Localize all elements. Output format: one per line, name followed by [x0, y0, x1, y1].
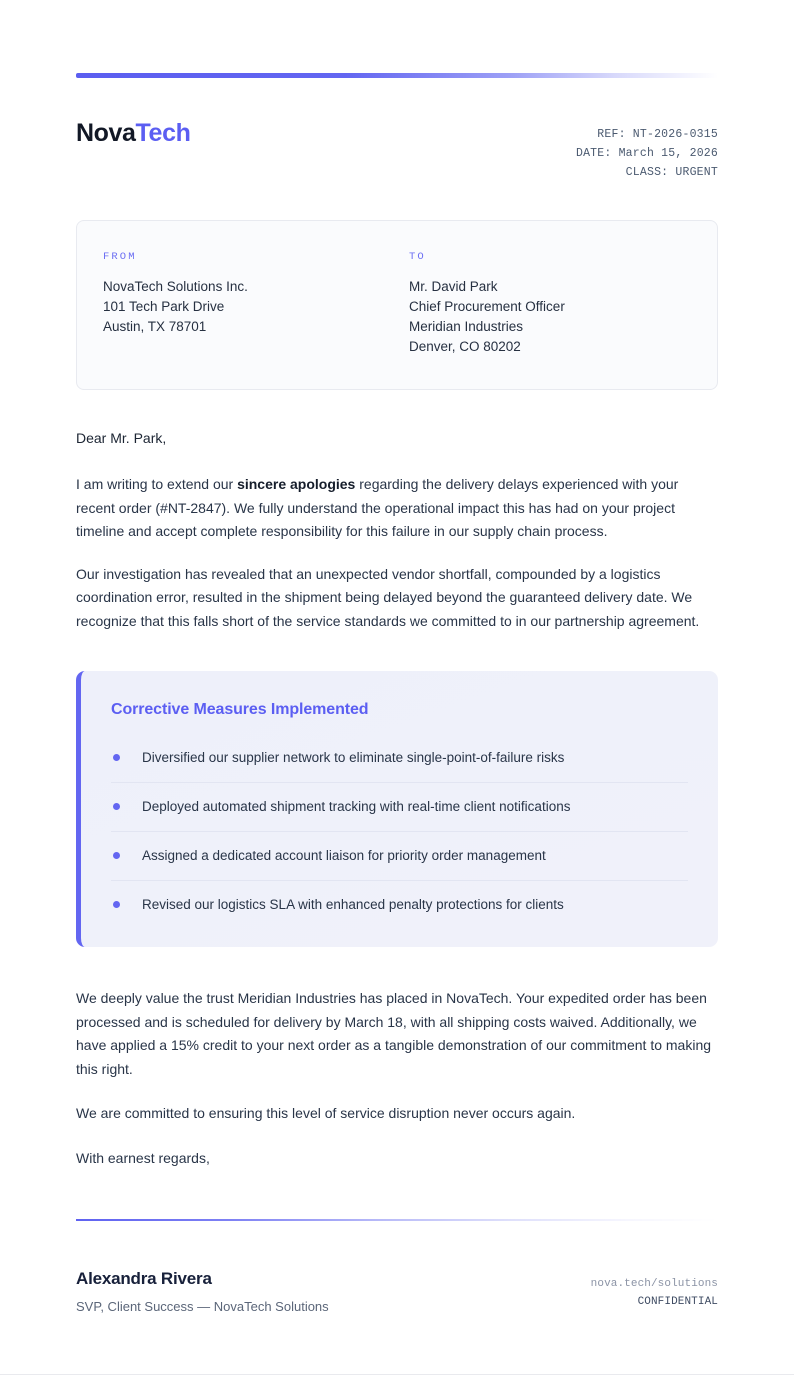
list-item-label: Deployed automated shipment tracking with real-time client notifications	[142, 799, 571, 814]
footer-classification: CONFIDENTIAL	[637, 1296, 718, 1308]
corrective-measures-callout	[76, 671, 718, 947]
closing-paragraph-1: We deeply value the trust Meridian Industries has placed in NovaTech. Your expedited order has been processed and is scheduled for delivery by March 18, with all shipping costs waived. Additionally, we have applied a 15% credit to your next order as a tangible demonstration of our commitment to making this right.	[76, 990, 712, 1077]
letter-body	[76, 430, 718, 633]
address-to-line: Meridian Industries	[409, 319, 524, 334]
bullet-dot-icon	[113, 852, 120, 859]
footer-divider	[76, 1219, 718, 1221]
bullet-dot-icon	[113, 901, 120, 908]
bullet-dot-icon	[113, 803, 120, 810]
corrective-measures-list	[111, 747, 688, 915]
body-paragraph-1	[76, 473, 718, 544]
meta-class: CLASS: URGENT	[625, 166, 718, 179]
list-item	[111, 782, 688, 831]
footer-website-link[interactable]: nova.tech/solutions	[590, 1278, 718, 1290]
list-item	[111, 747, 688, 782]
sign-off: With earnest regards,	[76, 1149, 210, 1166]
letter-footer	[76, 1269, 718, 1374]
list-item	[111, 831, 688, 880]
body-paragraph-2: Our investigation has revealed that an unexpected vendor shortfall, compounded by a logistics coordination error, resulted in the shipment being delayed beyond the guaranteed delivery date. We recognize that this falls short of the service standards we committed to in our partnership agreement.	[76, 565, 700, 629]
list-item-label: Revised our logistics SLA with enhanced penalty protections for clients	[142, 897, 564, 912]
letter-header	[76, 120, 718, 182]
letter-closing	[76, 987, 718, 1170]
address-from-line: Austin, TX 78701	[103, 319, 207, 334]
brand-logo	[76, 120, 190, 148]
bullet-dot-icon	[113, 754, 120, 761]
address-from-label: FROM	[103, 251, 137, 263]
list-item	[111, 880, 688, 915]
paragraph-1-lead: I am writing to extend our	[76, 476, 238, 492]
list-item-label: Diversified our supplier network to eliminate single-point-of-failure risks	[142, 750, 565, 765]
callout-title: Corrective Measures Implemented	[111, 701, 369, 718]
paragraph-1-tail: regarding the delivery delays experienced with your recent order (#NT-2847). We fully understand the operational impact this has had on your project timeline and accept complete responsibility for this failure in our supply chain process.	[76, 476, 679, 539]
meta-ref: REF: NT-2026-0315	[597, 128, 718, 141]
list-item-label: Assigned a dedicated account liaison for priority order management	[142, 848, 546, 863]
address-to-block	[397, 251, 691, 357]
brand-logo-accent: Tech	[135, 119, 191, 147]
meta-date: DATE: March 15, 2026	[575, 147, 718, 160]
footer-meta	[591, 1269, 718, 1311]
address-to-line: Denver, CO 80202	[409, 339, 521, 354]
signer-name: Alexandra Rivera	[76, 1269, 212, 1288]
address-to-line: Chief Procurement Officer	[409, 299, 565, 314]
paragraph-1-emphasis: sincere apologies	[237, 476, 356, 492]
address-panel	[76, 220, 718, 390]
salutation: Dear Mr. Park,	[76, 430, 167, 446]
signer-title: SVP, Client Success — NovaTech Solutions	[76, 1299, 329, 1314]
address-from-block	[103, 251, 397, 357]
closing-paragraph-2: We are committed to ensuring this level of service disruption never occurs again.	[76, 1105, 576, 1121]
address-from-line: NovaTech Solutions Inc.	[103, 279, 248, 294]
top-accent-bar	[76, 73, 718, 78]
address-to-line: Mr. David Park	[409, 279, 498, 294]
address-to-label: TO	[409, 251, 426, 263]
brand-logo-primary: Nova	[76, 119, 136, 147]
document-meta	[576, 120, 718, 182]
address-from-line: 101 Tech Park Drive	[103, 299, 225, 314]
signature-block	[76, 1269, 329, 1314]
